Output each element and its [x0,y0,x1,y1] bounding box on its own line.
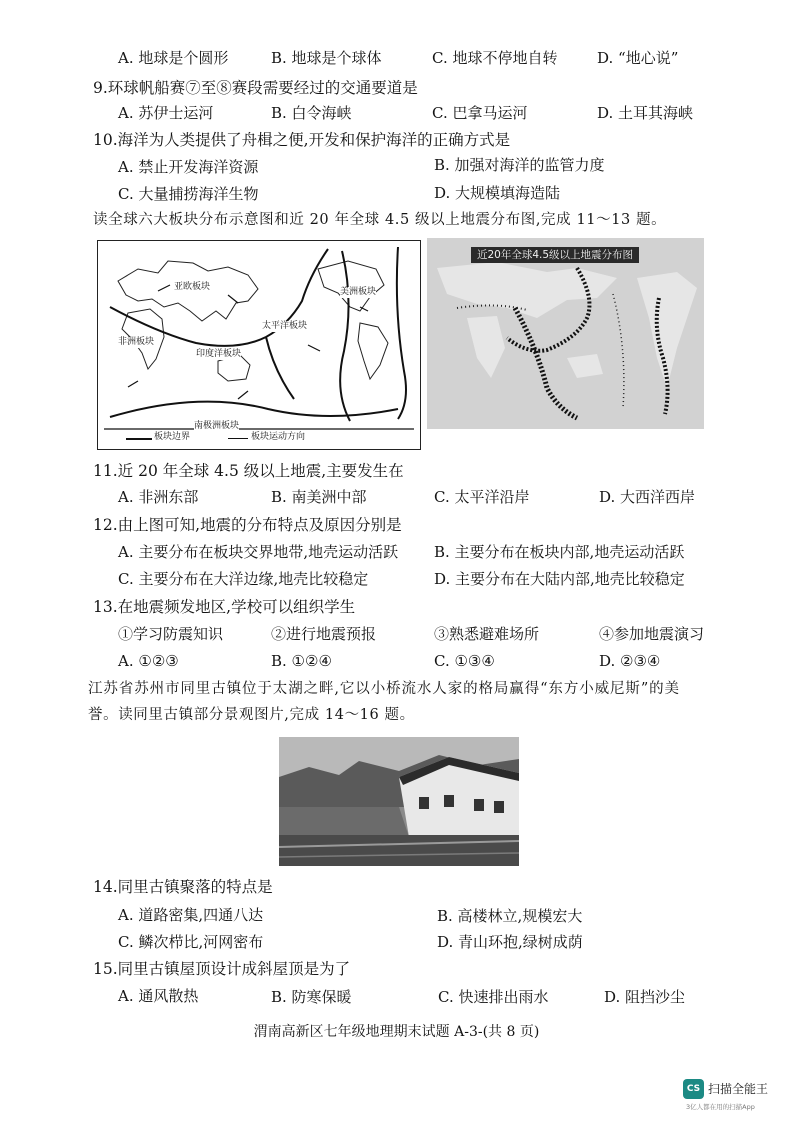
q13-item-1: ①学习防震知识 [118,625,224,643]
scanner-watermark [683,1079,783,1115]
q14-option-b: B. 高楼林立,规模宏大 [437,907,583,925]
q13-option-a: A. ①②③ [118,652,179,670]
q13-stem: 13.在地震频发地区,学校可以组织学生 [93,598,356,616]
q11-option-a: A. 非洲东部 [118,488,199,506]
quake-map-drawing [427,238,704,429]
q13-item-2: ②进行地震预报 [271,625,377,643]
quake-map-title: 近20年全球4.5级以上地震分布图 [471,247,639,263]
q8-option-a: A. 地球是个圆形 [118,49,229,67]
intro-14-16-line1: 江苏省苏州市同里古镇位于太湖之畔,它以小桥流水人家的格局赢得“东方小威尼斯”的美 [88,681,680,697]
q15-stem: 15.同里古镇屋顶设计成斜屋顶是为了 [93,960,351,978]
q14-stem: 14.同里古镇聚落的特点是 [93,878,273,896]
legend-motion-arrow [228,438,248,439]
earthquake-distribution-map [427,238,704,429]
scanner-name: 扫描全能王 [708,1082,769,1096]
scanner-tagline: 3亿人都在用的扫描App [686,1103,755,1111]
plate-distribution-map [97,240,421,450]
q10-option-d: D. 大规模填海造陆 [434,184,561,202]
q9-option-d: D. 土耳其海峡 [597,104,694,122]
q12-option-a: A. 主要分布在板块交界地带,地壳运动活跃 [118,543,399,561]
q9-option-c: C. 巴拿马运河 [432,104,528,122]
q13-option-b: B. ①②④ [271,652,332,670]
q15-option-a: A. 通风散热 [118,987,199,1005]
q9-stem: 9.环球帆船赛⑦至⑧赛段需要经过的交通要道是 [93,79,418,97]
intro-14-16-line2: 誉。读同里古镇部分景观图片,完成 14～16 题。 [88,707,415,723]
q12-option-d: D. 主要分布在大陆内部,地壳比较稳定 [434,570,685,588]
q8-option-b: B. 地球是个球体 [271,49,382,67]
q8-option-c: C. 地球不停地自转 [432,49,558,67]
legend-motion: 板块运动方向 [251,432,306,442]
label-eurasian-plate: 亚欧板块 [174,282,211,292]
label-pacific-plate: 太平洋板块 [262,321,308,331]
label-antarctic-plate: 南极洲板块 [194,421,240,431]
label-african-plate: 非洲板块 [118,337,155,347]
q10-stem: 10.海洋为人类提供了舟楫之便,开发和保护海洋的正确方式是 [93,131,511,149]
q12-option-b: B. 主要分布在板块内部,地壳运动活跃 [434,543,685,561]
legend-boundary: 板块边界 [154,432,191,442]
q10-option-c: C. 大量捕捞海洋生物 [118,185,259,203]
tongli-town-photo [279,737,519,866]
q14-option-c: C. 鳞次栉比,河网密布 [118,933,264,951]
q15-option-b: B. 防寒保暖 [271,988,352,1006]
intro-11-13: 读全球六大板块分布示意图和近 20 年全球 4.5 级以上地震分布图,完成 11～13 题。 [93,212,667,228]
q8-option-d: D. “地心说” [597,49,679,67]
q14-option-a: A. 道路密集,四通八达 [118,906,264,924]
label-indian-plate: 印度洋板块 [196,349,242,359]
label-american-plate: 美洲板块 [340,287,377,297]
q11-option-b: B. 南美洲中部 [271,488,367,506]
photo-drawing [279,737,519,866]
q15-option-c: C. 快速排出雨水 [438,988,549,1006]
q13-option-d: D. ②③④ [599,652,661,670]
q9-option-b: B. 白令海峡 [271,104,352,122]
legend-boundary-line [126,438,152,440]
q13-option-c: C. ①③④ [434,652,495,670]
q13-item-3: ③熟悉避难场所 [434,625,540,643]
q11-option-d: D. 大西洋西岸 [599,488,696,506]
page-footer: 渭南高新区七年级地理期末试题 A-3-(共 8 页) [253,1024,540,1040]
q12-stem: 12.由上图可知,地震的分布特点及原因分别是 [93,516,402,534]
q9-option-a: A. 苏伊士运河 [118,104,214,122]
q14-option-d: D. 青山环抱,绿树成荫 [437,933,583,951]
q12-option-c: C. 主要分布在大洋边缘,地壳比较稳定 [118,570,369,588]
q15-option-d: D. 阻挡沙尘 [604,988,686,1006]
q10-option-b: B. 加强对海洋的监管力度 [434,156,605,174]
q13-item-4: ④参加地震演习 [599,625,705,643]
q11-stem: 11.近 20 年全球 4.5 级以上地震,主要发生在 [93,462,404,480]
q11-option-c: C. 太平洋沿岸 [434,488,530,506]
q10-option-a: A. 禁止开发海洋资源 [118,158,259,176]
scanner-logo-icon: CS [683,1079,704,1099]
